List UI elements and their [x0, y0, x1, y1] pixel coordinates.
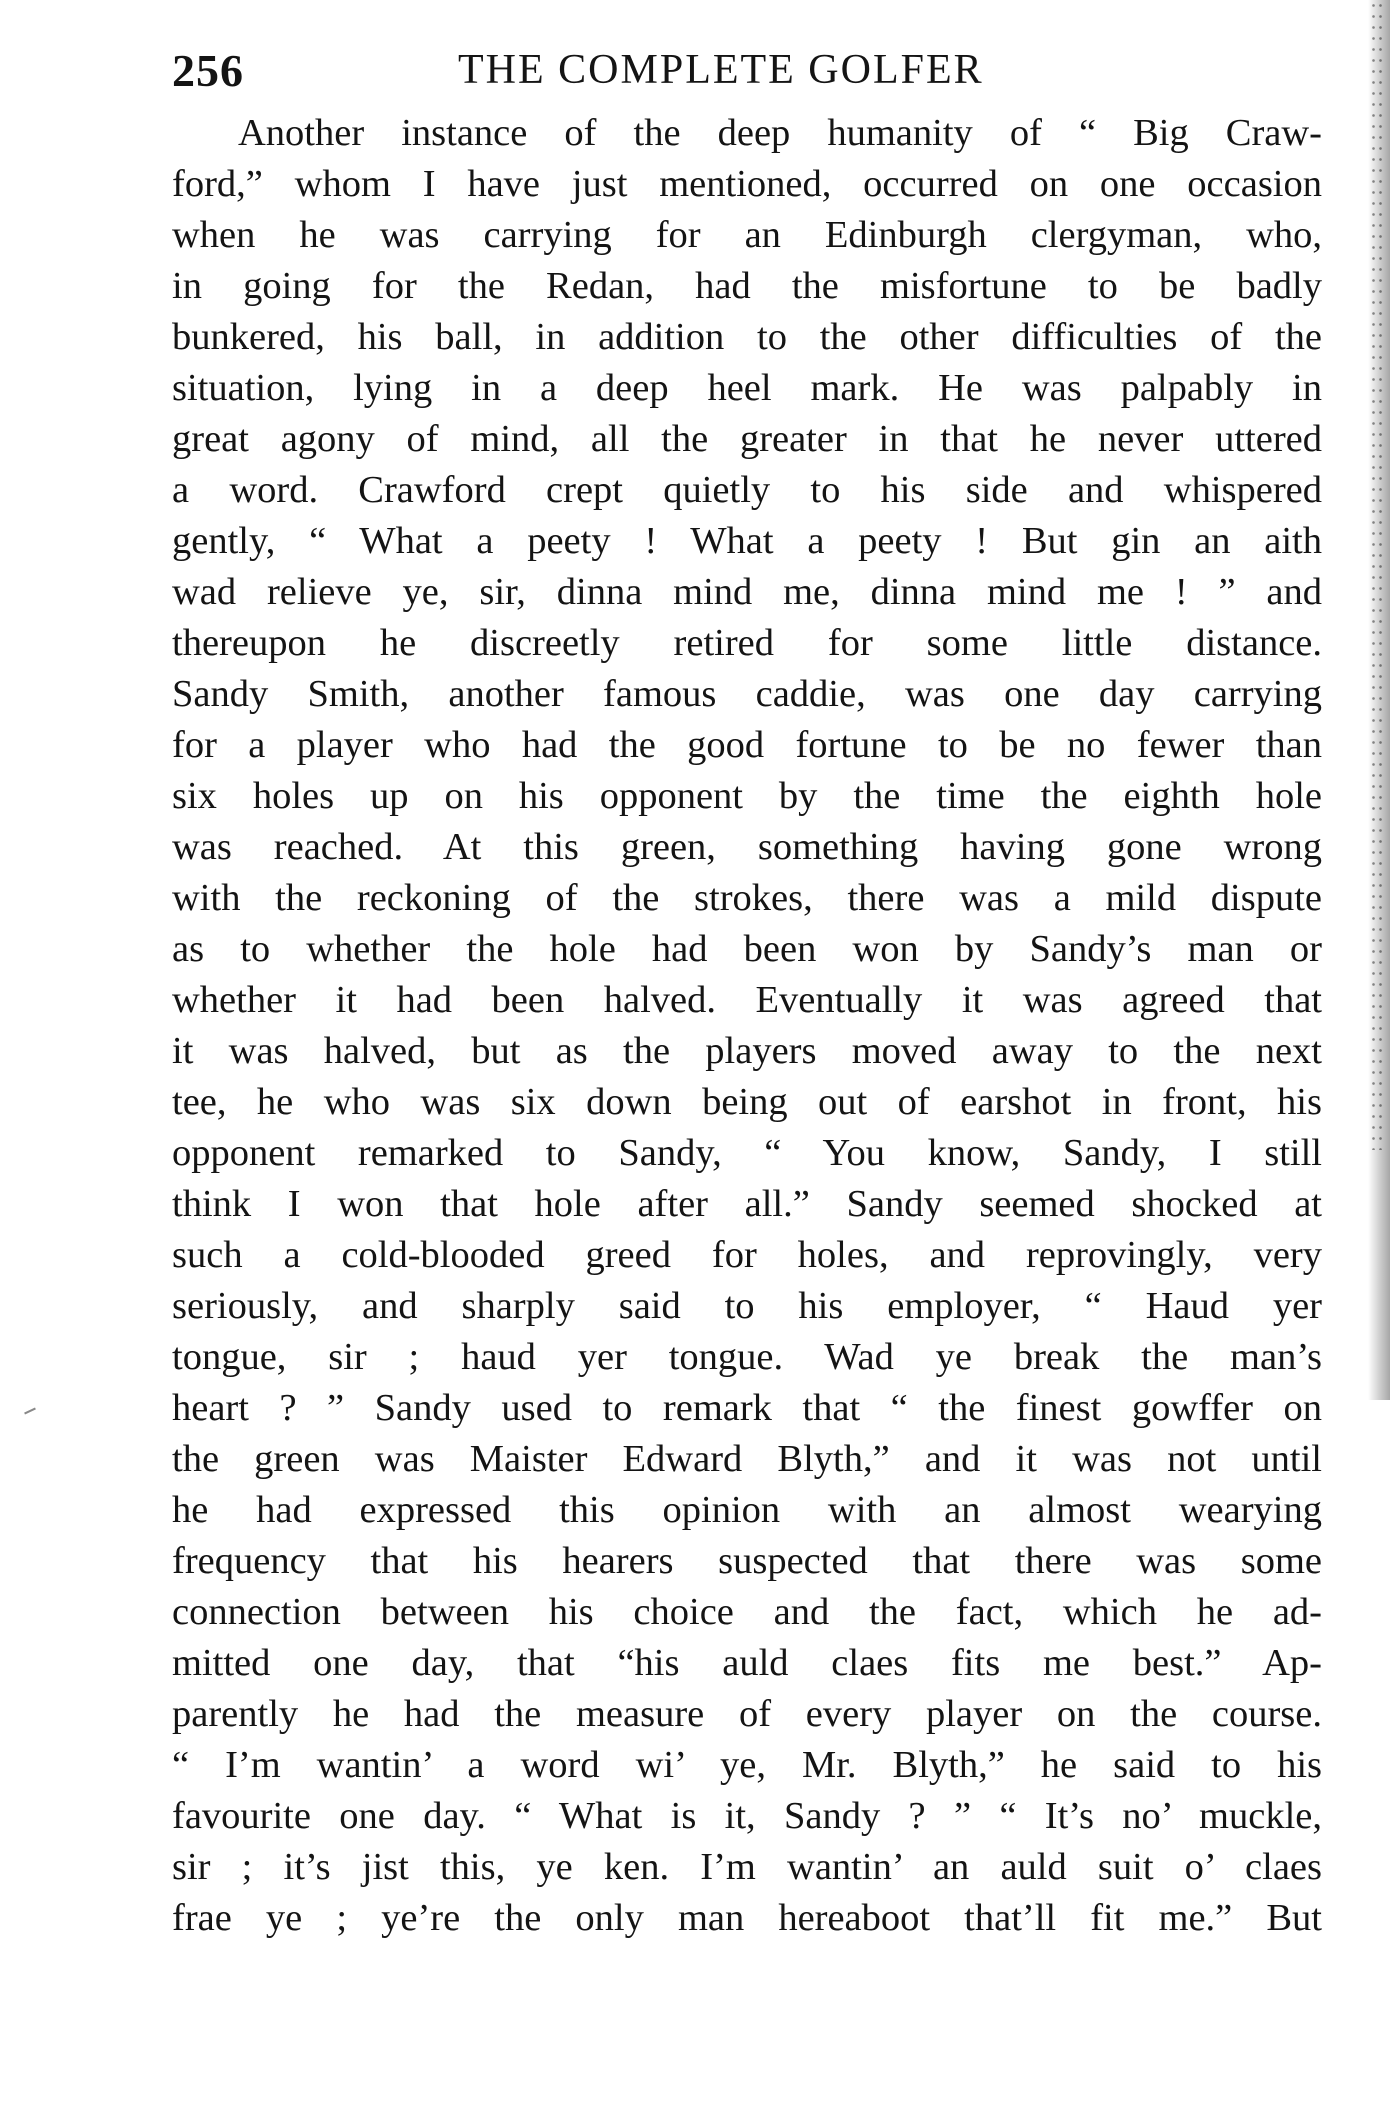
text-line: the green was Maister Edward Blyth,” and it was not until	[172, 1438, 1322, 1480]
text-line: bunkered, his ball, in addition to the other difficulties of the	[172, 316, 1322, 358]
text-line: frae ye ; ye’re the only man hereaboot that’ll fit me.” But	[172, 1897, 1322, 1939]
text-line: was reached. At this green, something having gone wrong	[172, 826, 1322, 868]
text-line: ford,” whom I have just mentioned, occurred on one occasion	[172, 163, 1322, 205]
text-line: tee, he who was six down being out of earshot in front, his	[172, 1081, 1322, 1123]
text-line: with the reckoning of the strokes, there was a mild dispute	[172, 877, 1322, 919]
text-line: sir ; it’s jist this, ye ken. I’m wantin’ an auld suit o’ claes	[172, 1846, 1322, 1888]
text-line: he had expressed this opinion with an almost wearying	[172, 1489, 1322, 1531]
text-line: thereupon he discreetly retired for some little distance.	[172, 622, 1322, 664]
stray-mark	[24, 1408, 36, 1415]
text-line: six holes up on his opponent by the time the eighth hole	[172, 775, 1322, 817]
text-line: as to whether the hole had been won by Sandy’s man or	[172, 928, 1322, 970]
text-line: parently he had the measure of every player on the course.	[172, 1693, 1322, 1735]
text-line: such a cold-blooded greed for holes, and reprovingly, very	[172, 1234, 1322, 1276]
text-line: frequency that his hearers suspected that there was some	[172, 1540, 1322, 1582]
text-line: mitted one day, that “his auld claes fits me best.” Ap-	[172, 1642, 1322, 1684]
text-line: in going for the Redan, had the misfortune to be badly	[172, 265, 1322, 307]
text-line: gently, “ What a peety ! What a peety ! But gin an aith	[172, 520, 1322, 562]
text-line: think I won that hole after all.” Sandy seemed shocked at	[172, 1183, 1322, 1225]
text-line: great agony of mind, all the greater in that he never uttered	[172, 418, 1322, 460]
text-line: opponent remarked to Sandy, “ You know, Sandy, I still	[172, 1132, 1322, 1174]
text-line: seriously, and sharply said to his employer, “ Haud yer	[172, 1285, 1322, 1327]
text-line: favourite one day. “ What is it, Sandy ? ” “ It’s no’ muckle,	[172, 1795, 1322, 1837]
text-line: situation, lying in a deep heel mark. He was palpably in	[172, 367, 1322, 409]
text-line: heart ? ” Sandy used to remark that “ the finest gowffer on	[172, 1387, 1322, 1429]
text-line: when he was carrying for an Edinburgh clergyman, who,	[172, 214, 1322, 256]
page-number: 256	[172, 45, 244, 96]
running-title: THE COMPLETE GOLFER	[458, 47, 984, 93]
text-line: a word. Crawford crept quietly to his side and whispered	[172, 469, 1322, 511]
page-header	[172, 34, 1318, 104]
text-line: “ I’m wantin’ a word wi’ ye, Mr. Blyth,” he said to his	[172, 1744, 1322, 1786]
text-line: Sandy Smith, another famous caddie, was one day carrying	[172, 673, 1322, 715]
text-line: wad relieve ye, sir, dinna mind me, dinna mind me ! ” and	[172, 571, 1322, 613]
text-line: for a player who had the good fortune to be no fewer than	[172, 724, 1322, 766]
text-line: it was halved, but as the players moved away to the next	[172, 1030, 1322, 1072]
text-line: tongue, sir ; haud yer tongue. Wad ye break the man’s	[172, 1336, 1322, 1378]
text-line: whether it had been halved. Eventually it was agreed that	[172, 979, 1322, 1021]
text-line: connection between his choice and the fact, which he ad-	[172, 1591, 1322, 1633]
text-line: Another instance of the deep humanity of “ Big Craw-	[238, 112, 1322, 154]
body-paragraph	[172, 108, 1322, 1944]
page-edge-texture	[1370, 0, 1384, 1150]
